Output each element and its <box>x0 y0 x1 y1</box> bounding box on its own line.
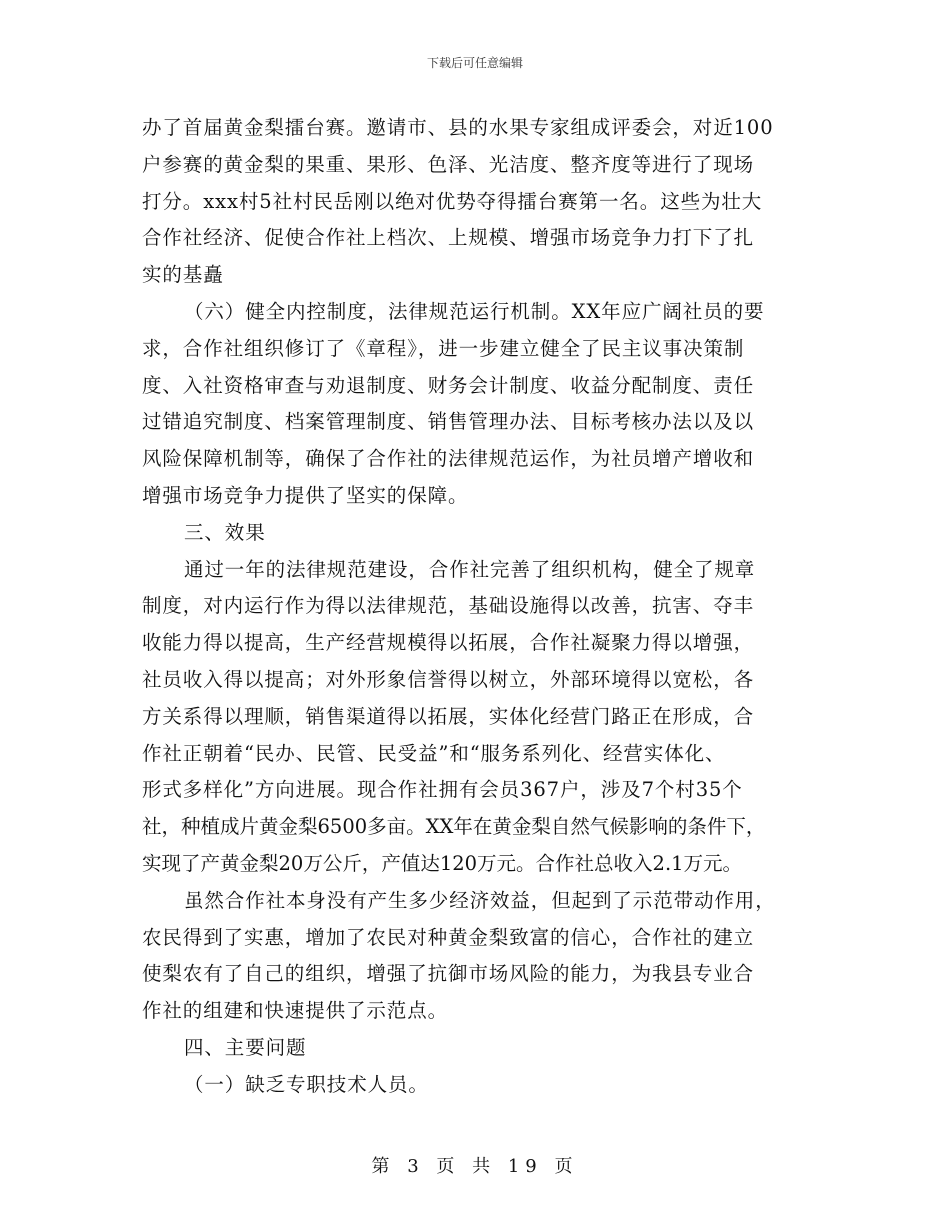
text-line: 求，合作社组织修订了《章程》，进一步建立健全了民主议事决策制 <box>142 336 745 360</box>
text-line: 实的基矗 <box>142 263 224 287</box>
text-line: 形式多样化”方向进展。现合作社拥有会员367户，涉及7个村35个 <box>142 778 743 802</box>
text-line: 打分。xxx村5社村民岳刚以绝对优势夺得擂台赛第一名。这些为壮大 <box>142 189 763 213</box>
text-line: 过错追究制度、档案管理制度、销售管理办法、目标考核办法以及以 <box>142 410 755 434</box>
text-line: 作社的组建和快速提供了示范点。 <box>142 999 449 1023</box>
text-line: 户参赛的黄金梨的果重、果形、色泽、光洁度、整齐度等进行了现场 <box>142 152 755 176</box>
text-line: 度、入社资格审查与劝退制度、财务会计制度、收益分配制度、责任 <box>142 373 755 397</box>
text-line: 风险保障机制等，确保了合作社的法律规范运作，为社员增产增收和 <box>142 447 755 471</box>
section-heading: 四、主要问题 <box>184 1035 307 1059</box>
text-line: 制度，对内运行作为得以法律规范，基础设施得以改善，抗害、夺丰 <box>142 594 755 618</box>
text-line: 实现了产黄金梨20万公斤，产值达120万元。合作社总收入2.1万元。 <box>142 851 743 875</box>
paragraph-start-line: 虽然合作社本身没有产生多少经济效益，但起到了示范带动作用， <box>184 888 776 912</box>
text-line: 农民得到了实惠，增加了农民对种黄金梨致富的信心，合作社的建立 <box>142 925 755 949</box>
text-line: 收能力得以提高，生产经营规模得以拓展，合作社凝聚力得以增强， <box>142 631 755 655</box>
text-line: 使梨农有了自己的组织，增强了抗御市场风险的能力，为我县专业合 <box>142 962 755 986</box>
paragraph-start-line: 通过一年的法律规范建设，合作社完善了组织机构，健全了规章 <box>184 557 756 581</box>
paragraph-start-line: （六）健全内控制度，法律规范运行机制。XX年应广阔社员的要 <box>184 299 765 323</box>
page-number-footer: 第 3 页 共 19 页 <box>371 1156 579 1177</box>
text-line: 社员收入得以提高；对外形象信誉得以树立，外部环境得以宽松，各 <box>142 667 755 691</box>
text-line: 合作社经济、促使合作社上档次、上规模、增强市场竞争力打下了扎 <box>142 226 755 250</box>
document-body <box>142 110 814 1104</box>
text-line: 社，种植成片黄金梨6500多亩。XX年在黄金梨自然气候影响的条件下， <box>142 815 766 839</box>
text-line: 方关系得以理顺，销售渠道得以拓展，实体化经营门路正在形成，合 <box>142 704 755 728</box>
header-note: 下载后可任意编辑 <box>426 56 523 70</box>
text-line: 作社正朝着“民办、民管、民受益”和“服务系列化、经营实体化、 <box>142 741 726 765</box>
text-line: 增强市场竞争力提供了坚实的保障。 <box>142 483 469 507</box>
subsection-heading: （一）缺乏专职技术人员。 <box>184 1072 429 1096</box>
text-line: 办了首届黄金梨擂台赛。邀请市、县的水果专家组成评委会，对近100 <box>142 116 774 139</box>
section-heading: 三、效果 <box>184 520 266 544</box>
